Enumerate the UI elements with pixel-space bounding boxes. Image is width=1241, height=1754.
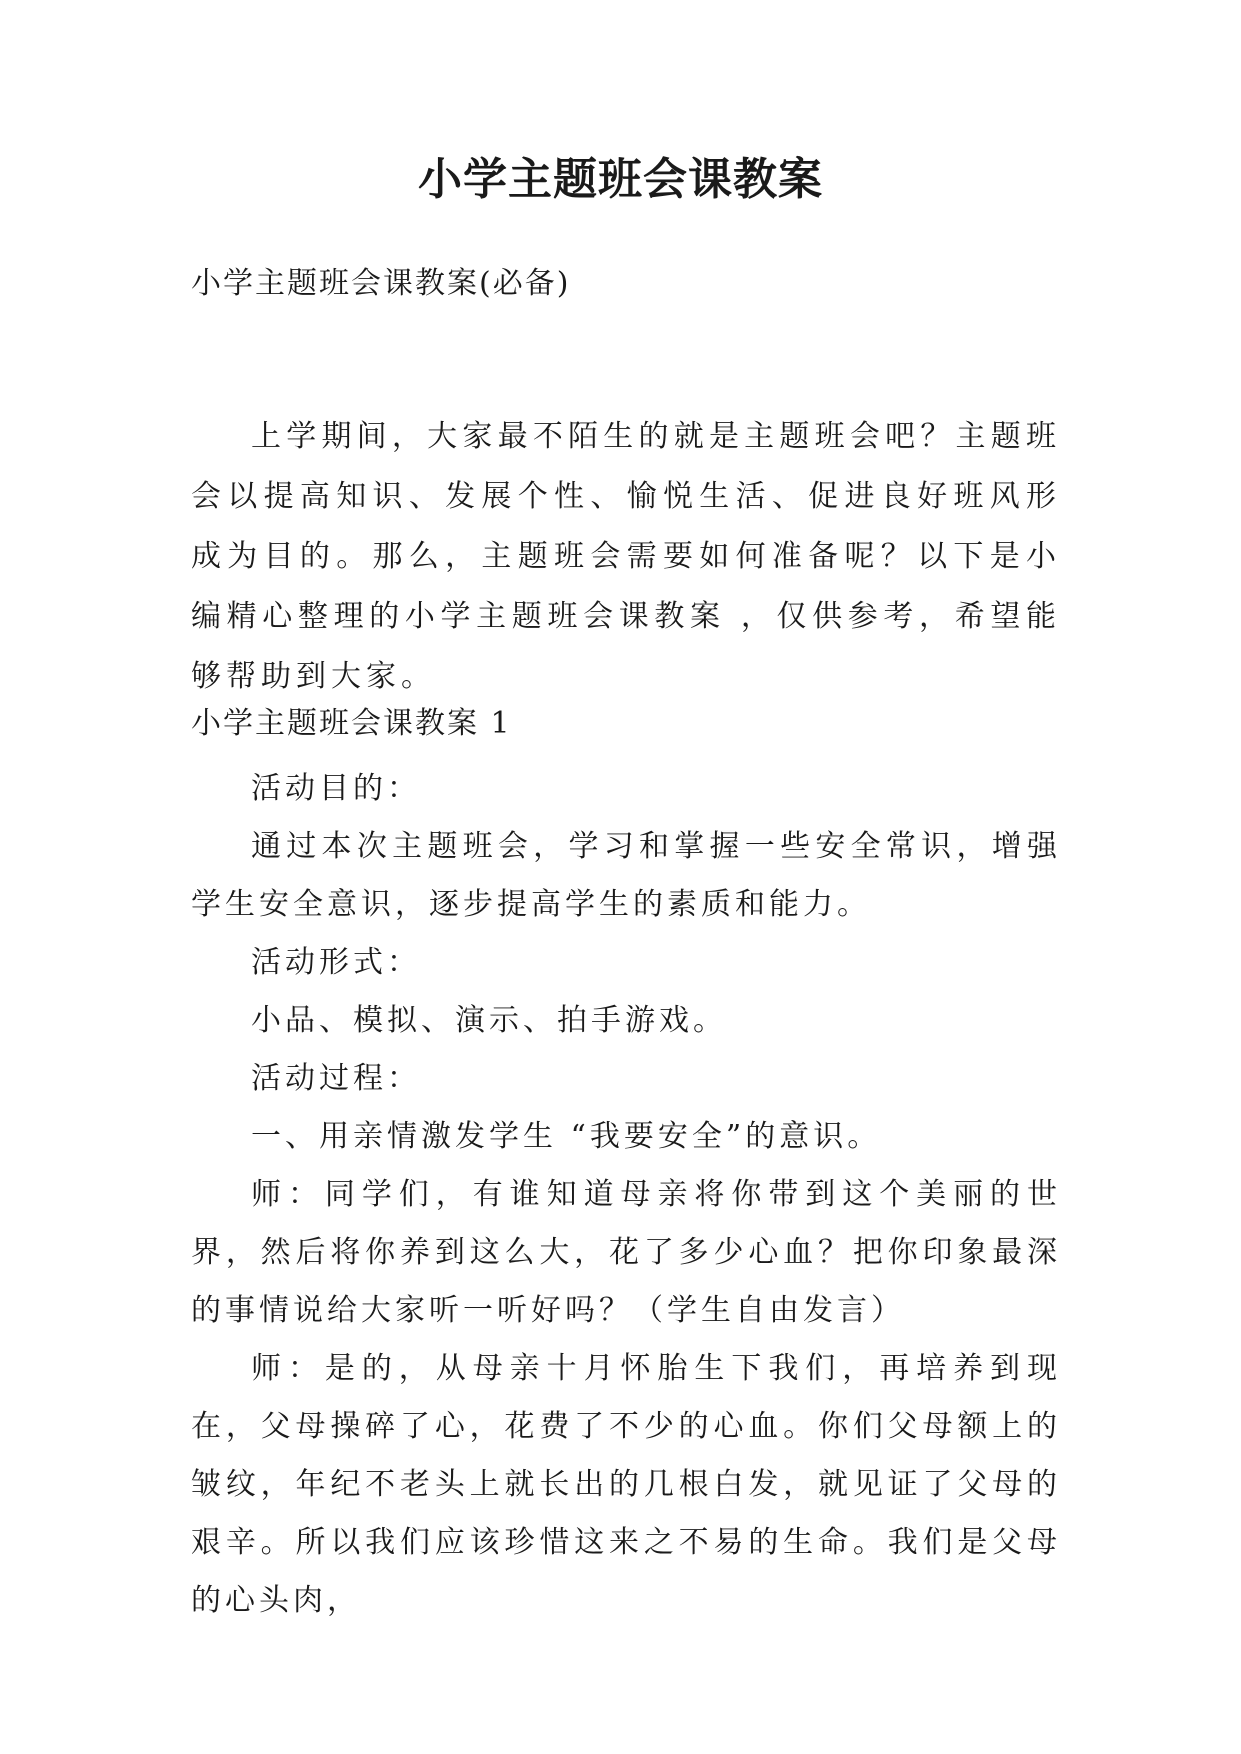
intro-section — [191, 407, 1061, 707]
document-subtitle: 小学主题班会课教案(必备) — [191, 266, 571, 301]
paragraph-activity-form-label: 活动形式： — [251, 945, 421, 980]
paragraph-teacher-response: 师：是的，从母亲十月怀胎生下我们，再培养到现在，父母操碎了心，花费了不少的心血。你们父母额上的皱纹，年纪不老头上就长出的几根白发，就见证了父母的艰辛。所以我们应该珍惜这来之不易的生命。我们是父母的心头肉， — [191, 1351, 1061, 1618]
paragraph-activity-process-label: 活动过程： — [251, 1061, 421, 1096]
document-title: 小学主题班会课教案 — [418, 154, 823, 205]
body-section — [191, 760, 1061, 1630]
section-heading: 小学主题班会课教案 1 — [191, 706, 512, 741]
paragraph-activity-goal-label: 活动目的： — [251, 771, 421, 806]
paragraph-activity-goal: 通过本次主题班会，学习和掌握一些安全常识，增强学生安全意识，逐步提高学生的素质和能力。 — [191, 829, 1061, 922]
paragraph-teacher-question: 师：同学们，有谁知道母亲将你带到这个美丽的世界，然后将你养到这么大，花了多少心血？把你印象最深的事情说给大家听一听好吗？（学生自由发言） — [191, 1177, 1061, 1328]
intro-paragraph: 上学期间，大家最不陌生的就是主题班会吧？主题班会以提高知识、发展个性、愉悦生活、促进良好班风形成为目的。那么，主题班会需要如何准备呢？以下是小编精心整理的小学主题班会课教案 ，仅供参考，希望能够帮助到大家。 — [191, 419, 1061, 694]
paragraph-step-one: 一、用亲情激发学生 “我要安全”的意识。 — [251, 1119, 882, 1154]
paragraph-activity-form: 小品、模拟、演示、拍手游戏。 — [251, 1003, 727, 1038]
